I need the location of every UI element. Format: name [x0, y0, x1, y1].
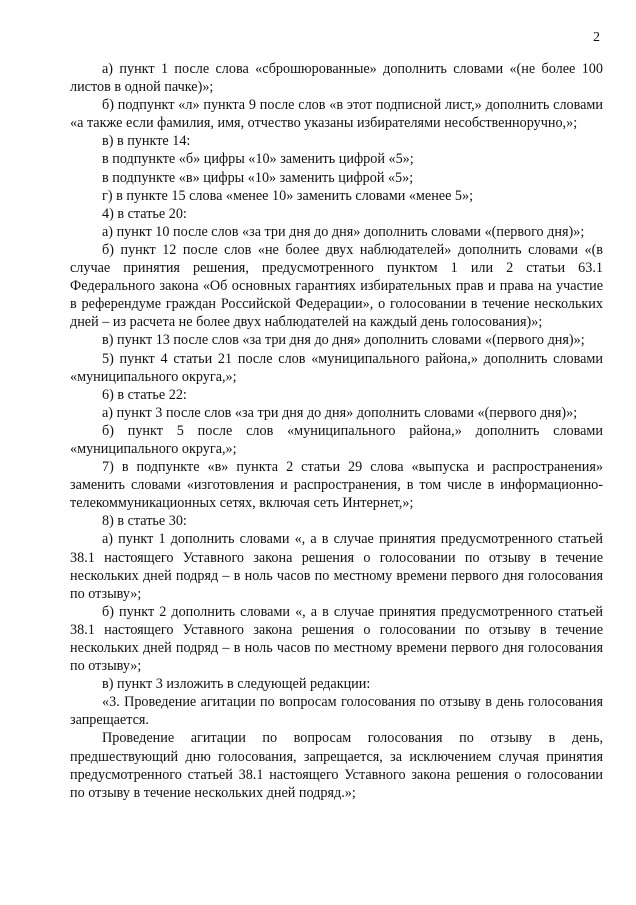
paragraph: г) в пункте 15 слова «менее 10» заменить словами «менее 5»;: [102, 187, 474, 204]
paragraph: в подпункте «в» цифры «10» заменить цифрой «5»;: [102, 169, 414, 186]
paragraph: б) пункт 5 после слов «муниципального района,» дополнить словами «муниципального округа,»;: [70, 422, 603, 457]
paragraph: в) в пункте 14:: [102, 133, 191, 150]
paragraph: б) пункт 2 дополнить словами «, а в случае принятия предусмотренного статьей 38.1 настоящего Уставного закона решения о голосовании по отзыву в течение нескольких дней подряд – в ноль часов по местному времени первого дня голосования по отзыву»;: [70, 603, 603, 675]
paragraph: 5) пункт 4 статьи 21 после слов «муниципального района,» дополнить словами «муниципального округа,»;: [70, 350, 603, 385]
paragraph: а) пункт 10 после слов «за три дня до дня» дополнить словами «(первого дня)»;: [102, 223, 585, 240]
page-number: 2: [593, 30, 600, 45]
paragraph: а) пункт 1 после слова «сброшюрованные» дополнить словами «(не более 100 листов в одной пачке)»;: [70, 61, 603, 96]
paragraph: в) пункт 3 изложить в следующей редакции:: [102, 676, 371, 693]
paragraph: 7) в подпункте «в» пункта 2 статьи 29 слова «выпуска и распространения» заменить словами «изготовления и распространения, в том числе в информационно-телекоммуникационных сетях, включая сеть Интернет,»;: [70, 459, 603, 512]
paragraph: Проведение агитации по вопросам голосования по отзыву в день, предшествующий дню голосования, запрещается, за исключением случая принятия предусмотренного статьей 38.1 настоящего Уставного закона решения о голосовании по отзыву в течение нескольких дней подряд.»;: [70, 730, 603, 801]
paragraph: в подпункте «б» цифры «10» заменить цифрой «5»;: [102, 151, 414, 168]
paragraph: в) пункт 13 после слов «за три дня до дня» дополнить словами «(первого дня)»;: [102, 332, 585, 349]
paragraph: «3. Проведение агитации по вопросам голосования по отзыву в день голосования запрещается.: [70, 694, 603, 729]
paragraph: б) пункт 12 после слов «не более двух наблюдателей» дополнить словами «(в случае принятия решения, предусмотренного пунктом 1 или 2 статьи 63.1 Федерального закона «Об основных гарантиях избирательных прав и права на участие в референдуме граждан Российской Федерации», о голосовании в течение нескольких дней – из расчета не более двух наблюдателей на каждый день голосования)»;: [70, 241, 603, 331]
paragraph: б) подпункт «л» пункта 9 после слов «в этот подписной лист,» дополнить словами «а также если фамилия, имя, отчество указаны избирателями несобственноручно,»;: [70, 97, 603, 132]
document-body: [70, 60, 603, 802]
paragraph: а) пункт 1 дополнить словами «, а в случае принятия предусмотренного статьей 38.1 настоящего Уставного закона решения о голосовании по отзыву в течение нескольких дней подряд – в ноль часов по местному времени первого дня голосования по отзыву»;: [70, 531, 603, 602]
paragraph: 8) в статье 30:: [102, 513, 187, 530]
paragraph: 4) в статье 20:: [102, 205, 187, 222]
paragraph: а) пункт 3 после слов «за три дня до дня» дополнить словами «(первого дня)»;: [102, 404, 578, 421]
paragraph: 6) в статье 22:: [102, 386, 187, 403]
